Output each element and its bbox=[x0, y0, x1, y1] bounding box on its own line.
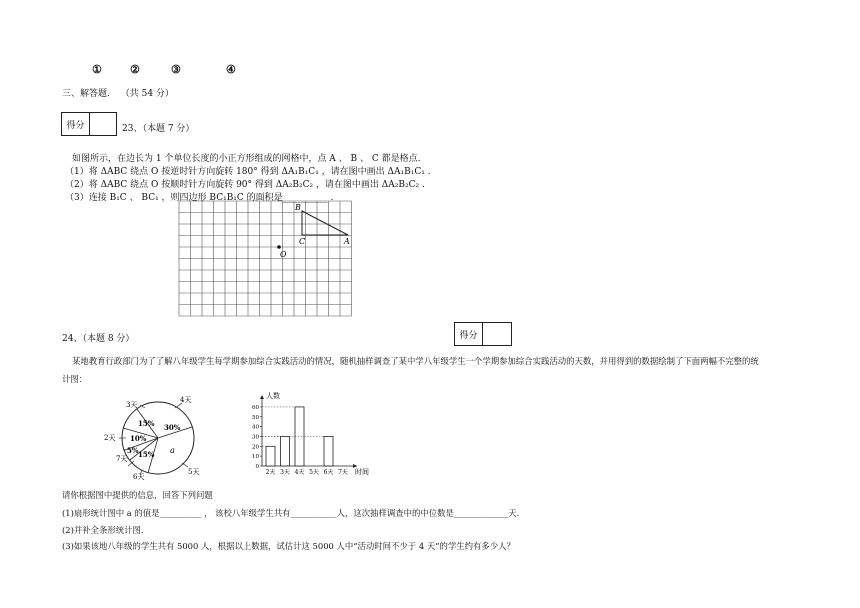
q23-grid-figure bbox=[178, 200, 358, 318]
x-tick-label: 6天 bbox=[323, 469, 334, 476]
q24-intro-line2: 计图： bbox=[62, 374, 88, 384]
bar-chart bbox=[244, 390, 374, 480]
pie-pct-6days: 15% bbox=[138, 450, 155, 459]
x-tick-label: 4天 bbox=[294, 469, 305, 476]
q23-part1: （1）将 ΔABC 绕点 O 按逆时针方向旋转 180° 得到 ΔA₁B₁C₁ ，请在图中画出 ΔA₁B₁C₁ . bbox=[65, 167, 431, 177]
pie-label-3days: 3天 bbox=[126, 401, 138, 409]
q24-instruction: 请你根据图中提供的信息，回答下列问题 bbox=[62, 490, 213, 500]
y-axis-arrow bbox=[260, 395, 264, 399]
score-box-q23 bbox=[61, 112, 117, 136]
y-tick-label: 40 bbox=[252, 424, 259, 431]
triangle-abc bbox=[302, 211, 348, 235]
q23-part2: （2）将 ΔABC 绕点 O 按顺时针方向旋转 90° 得到 ΔA₂B₂C₂ ，请在图中画出 ΔA₂B₂C₂ . bbox=[65, 180, 425, 190]
option-1: ① bbox=[92, 63, 102, 76]
option-3: ③ bbox=[171, 63, 181, 76]
pie-pct-4days: 30% bbox=[164, 423, 181, 432]
label-c: C bbox=[299, 237, 306, 246]
q24-question1: (1)扇形统计图中 a 的值是__________ ， 该校八年级学生共有___________人，这次抽样调查中的中位数是_____________天. bbox=[62, 508, 520, 518]
pie-value-a: a bbox=[170, 446, 175, 455]
option-4: ④ bbox=[226, 63, 236, 76]
point-o bbox=[277, 245, 281, 249]
bar-2天 bbox=[266, 446, 275, 466]
section3-title-text: 三、解答题. bbox=[62, 89, 110, 99]
bar-6天 bbox=[324, 436, 333, 466]
pie-chart bbox=[100, 393, 220, 481]
label-o: O bbox=[280, 250, 287, 259]
q23-header: 23、（本题 7 分） bbox=[122, 124, 195, 134]
q24-intro-line1: 某地教育行政部门为了了解八年级学生每学期参加综合实践活动的情况，随机抽样调查了某中学八年级学生一个学期参加综合实践活动的天数，并用得到的数据绘制了下面两幅不完整的统 bbox=[72, 356, 759, 366]
x-tick-label: 5天 bbox=[309, 469, 319, 476]
q24-header: 24、（本题 8 分） bbox=[62, 334, 135, 344]
bar-ylabel: 人数 bbox=[266, 392, 280, 400]
x-tick-label: 2天 bbox=[265, 469, 276, 476]
pie-label-4days: 4天 bbox=[180, 396, 192, 404]
bar-3天 bbox=[281, 436, 290, 466]
y-tick-label: 60 bbox=[252, 404, 259, 411]
score-blank[interactable] bbox=[483, 323, 511, 345]
x-tick-label: 7天 bbox=[338, 469, 348, 476]
pie-pct-7days: 5% bbox=[127, 446, 139, 455]
score-box-q24 bbox=[454, 322, 512, 346]
pie-pct-3days: 15% bbox=[138, 419, 155, 428]
pie-pct-2days: 10% bbox=[130, 434, 147, 443]
y-tick-label: 20 bbox=[252, 444, 259, 451]
q23-part3: （3）连接 B₁C 、 BC₁ ，则四边形 BC₁B₁C 的面积是__________ . bbox=[65, 193, 334, 203]
q24-question2: (2)并补全条形统计图. bbox=[62, 525, 144, 535]
x-tick-label: 3天 bbox=[280, 469, 290, 476]
pie-label-6days: 6天 bbox=[133, 473, 145, 481]
y-tick-label: 0 bbox=[255, 464, 259, 470]
q24-question3: (3)如果该地八年级的学生共有 5000 人，根据以上数据，试估计这 5000 人中“活动时间不少于 4 天”的学生约有多少人？ bbox=[62, 541, 515, 551]
bar-xlabel: 时间 bbox=[355, 468, 369, 476]
score-label: 得分 bbox=[455, 323, 483, 345]
score-label: 得分 bbox=[62, 113, 90, 135]
pie-label-2days: 2天 bbox=[104, 434, 116, 442]
pie-label-5days: 5天 bbox=[188, 468, 200, 476]
section3-title bbox=[62, 86, 174, 99]
option-2: ② bbox=[130, 63, 140, 76]
y-tick-label: 50 bbox=[252, 414, 259, 421]
label-b: B bbox=[295, 203, 301, 212]
label-a: A bbox=[344, 237, 350, 246]
section3-points: （共 54 分） bbox=[120, 89, 174, 99]
score-blank[interactable] bbox=[90, 113, 116, 135]
y-tick-label: 10 bbox=[252, 454, 259, 461]
pie-label-7days: 7天 bbox=[116, 455, 128, 463]
y-tick-label: 30 bbox=[252, 434, 259, 441]
q23-intro: 如图所示，在边长为 1 个单位长度的小正方形组成的网格中，点 A 、 B 、 C 都是格点. bbox=[72, 154, 421, 164]
